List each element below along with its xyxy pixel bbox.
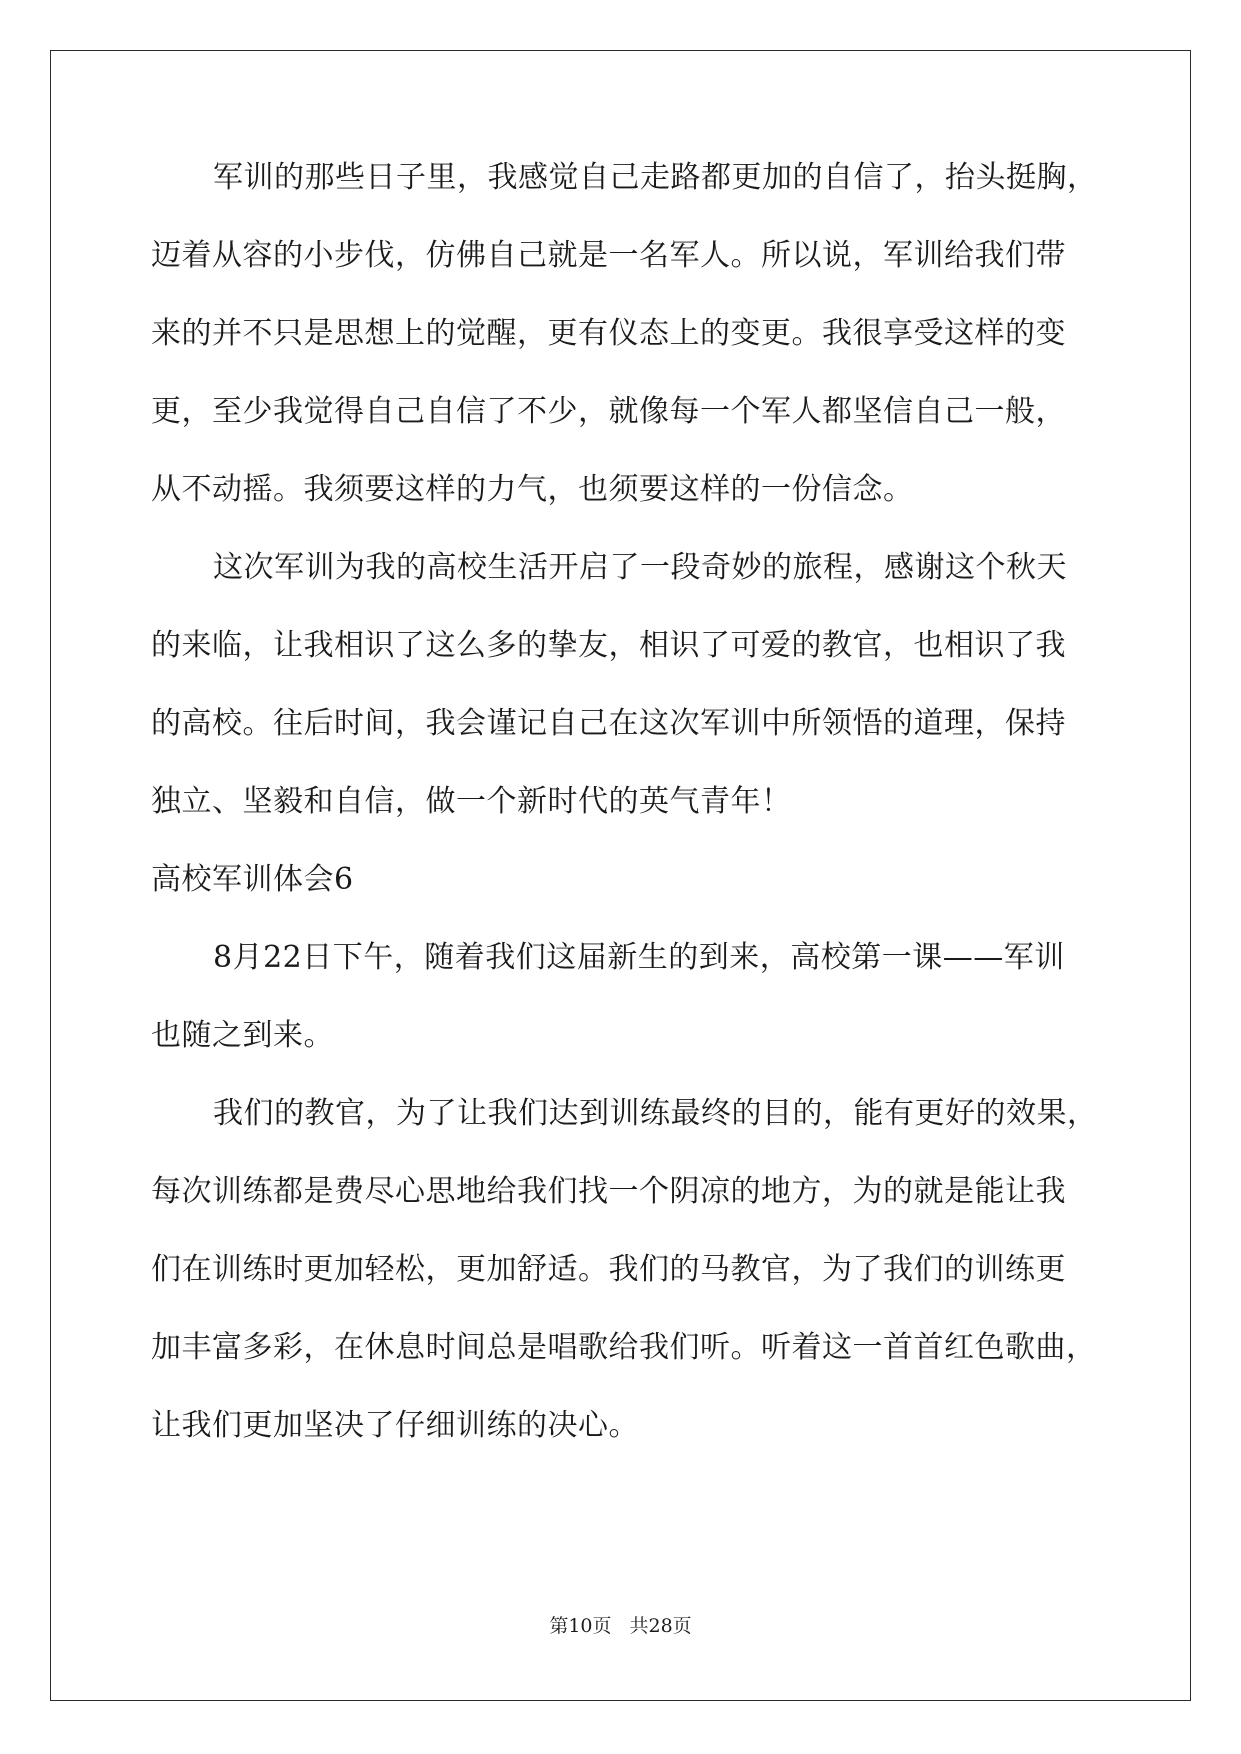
paragraph-line: 这次军训为我的高校生活开启了一段奇妙的旅程，感谢这个秋天 xyxy=(213,550,1067,585)
paragraph-line: 8月22日下午，随着我们这届新生的到来，高校第一课——军训 xyxy=(213,940,1065,975)
page-number: 第10页 xyxy=(549,1615,612,1637)
paragraph-line: 的来临，让我相识了这么多的挚友，相识了可爱的教官，也相识了我 xyxy=(151,628,1066,663)
paragraph-line: 来的并不只是思想上的觉醒，更有仪态上的变更。我很享受这样的变 xyxy=(151,316,1066,351)
paragraph-line: 让我们更加坚决了仔细训练的决心。 xyxy=(151,1408,639,1443)
paragraph-line: 军训的那些日子里，我感觉自己走路都更加的自信了，抬头挺胸， xyxy=(213,160,1098,195)
paragraph-line: 也随之到来。 xyxy=(151,1018,334,1053)
paragraph-line: 加丰富多彩，在休息时间总是唱歌给我们听。听着这一首首红色歌曲， xyxy=(151,1330,1097,1365)
paragraph-line: 们在训练时更加轻松，更加舒适。我们的马教官，为了我们的训练更 xyxy=(151,1252,1066,1287)
paragraph-line: 更，至少我觉得自己自信了不少，就像每一个军人都坚信自己一般， xyxy=(151,394,1066,429)
paragraph-line: 从不动摇。我须要这样的力气，也须要这样的一份信念。 xyxy=(151,472,914,507)
paragraph-line: 独立、坚毅和自信，做一个新时代的英气青年！ xyxy=(151,784,792,819)
section-heading: 高校军训体会6 xyxy=(151,862,354,897)
page-total: 共28页 xyxy=(629,1615,692,1637)
paragraph-line: 每次训练都是费尽心思地给我们找一个阴凉的地方，为的就是能让我 xyxy=(151,1174,1066,1209)
paragraph-line: 迈着从容的小步伐，仿佛自己就是一名军人。所以说，军训给我们带 xyxy=(151,238,1066,273)
page-footer xyxy=(0,1614,1241,1638)
paragraph-line: 我们的教官，为了让我们达到训练最终的目的，能有更好的效果， xyxy=(213,1096,1098,1131)
paragraph-line: 的高校。往后时间，我会谨记自己在这次军训中所领悟的道理，保持 xyxy=(151,706,1066,741)
